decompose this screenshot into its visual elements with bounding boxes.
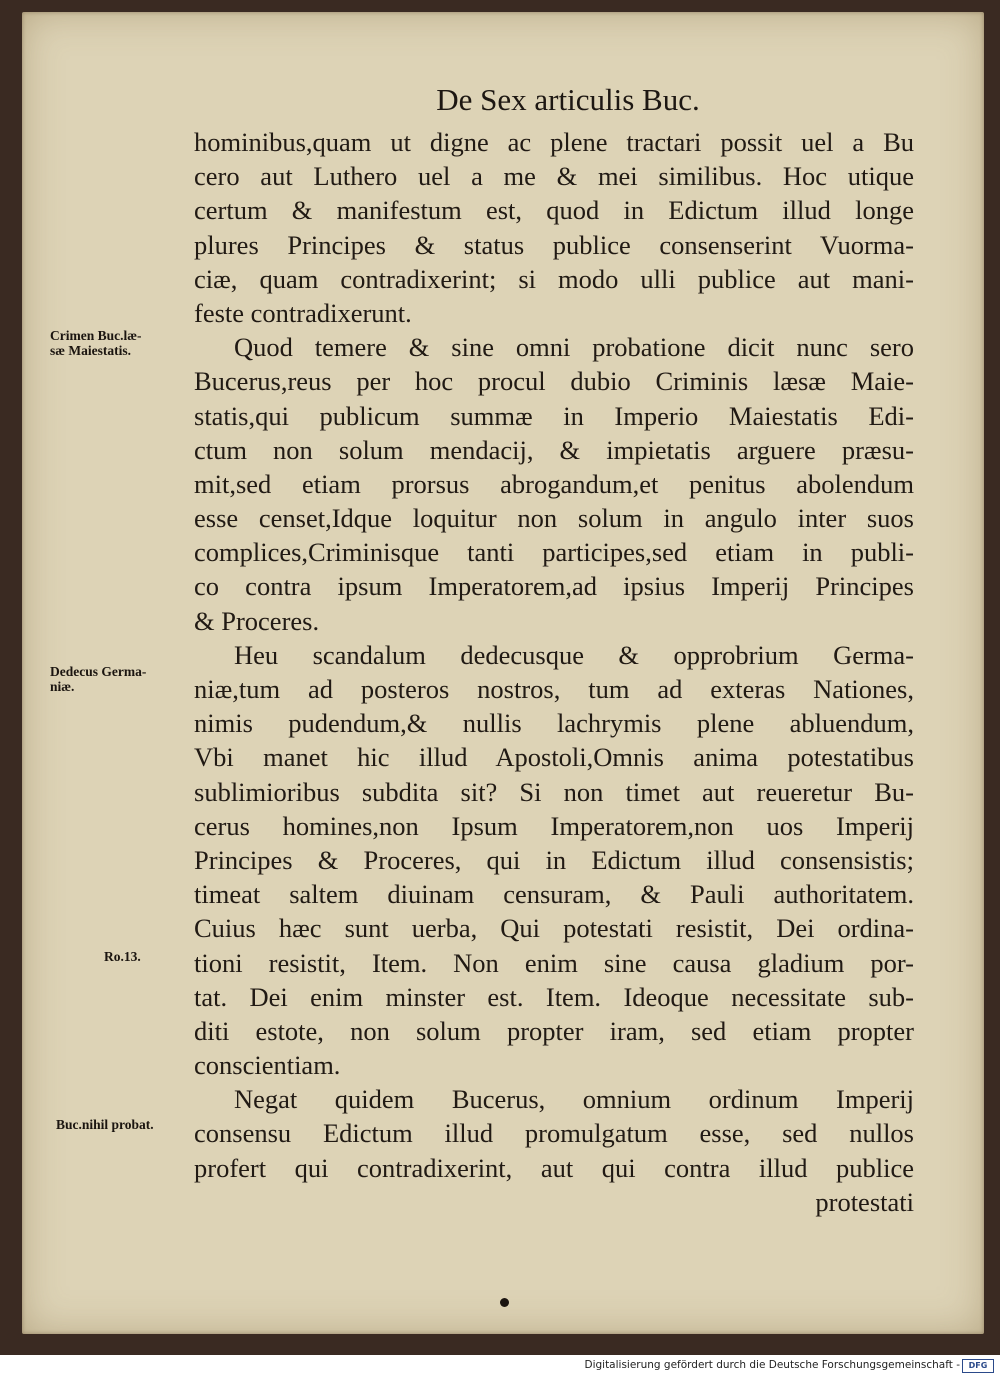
text-line: feste contradixerunt. bbox=[194, 297, 412, 328]
text-line: tat. Dei enim minster est. Item. Ideoque necessitate sub- bbox=[194, 981, 914, 1012]
text-line: certum & manifestum est, quod in Edictum illud longe bbox=[194, 195, 914, 226]
text-line: Heu scandalum dedecusque & opprobrium Germa- bbox=[234, 639, 914, 670]
text-line: ciæ, quam contradixerint; si modo ulli publice aut mani- bbox=[194, 263, 914, 294]
margin-note-romans: Ro.13. bbox=[104, 949, 141, 964]
text-line: cero aut Luthero uel a me & mei similibus. Hoc utique bbox=[194, 161, 914, 192]
text-line: Principes & Proceres, qui in Edictum illud consensistis; bbox=[194, 844, 914, 875]
text-line: cerus homines,non Ipsum Imperatorem,non uos Imperij bbox=[194, 810, 914, 841]
text-line: timeat saltem diuinam censuram, & Pauli authoritatem. bbox=[194, 879, 914, 910]
text-line: plures Principes & status publice consenserint Vuorma- bbox=[194, 229, 914, 260]
text-line: mit,sed etiam prorsus abrogandum,et penitus abolendum bbox=[194, 468, 914, 499]
page bbox=[22, 12, 984, 1334]
text-line: co contra ipsum Imperatorem,ad ipsius Imperij Principes bbox=[194, 571, 914, 602]
ink-dot bbox=[500, 1298, 509, 1307]
text-line: ctum non solum mendacij, & impietatis arguere præsu- bbox=[194, 434, 914, 465]
running-title: De Sex articulis Buc. bbox=[436, 82, 700, 117]
text-line: hominibus,quam ut digne ac plene tractari possit uel a Bu bbox=[194, 127, 914, 157]
text-line: Bucerus,reus per hoc procul dubio Criminis læsæ Maie- bbox=[194, 366, 914, 397]
margin-note-dedecus: Dedecus Germa- niæ. bbox=[50, 664, 147, 694]
text-line: Cuius hæc sunt uerba, Qui potestati resistit, Dei ordina- bbox=[194, 913, 914, 944]
footer-bar bbox=[0, 1357, 1000, 1375]
text-line: conscientiam. bbox=[194, 1050, 341, 1081]
text-line: consensu Edictum illud promulgatum esse, sed nullos bbox=[194, 1118, 914, 1149]
text-line: Vbi manet hic illud Apostoli,Omnis anima potestatibus bbox=[194, 742, 914, 773]
text-line: diti estote, non solum propter iram, sed etiam propter bbox=[194, 1015, 914, 1046]
text-line: esse censet,Idque loquitur non solum in angulo inter suos bbox=[194, 503, 914, 534]
text-line: & Proceres. bbox=[194, 605, 320, 636]
text-line: sublimioribus subdita sit? Si non timet aut reueretur Bu- bbox=[194, 776, 914, 807]
text-line: Negat quidem Bucerus, omnium ordinum Imperij bbox=[234, 1084, 914, 1115]
text-line: statis,qui publicum summæ in Imperio Maiestatis Edi- bbox=[194, 400, 914, 431]
dfg-logo: DFG bbox=[962, 1359, 994, 1373]
margin-note-crimen: Crimen Buc.læ- sæ Maiestatis. bbox=[50, 328, 142, 358]
text-line: Quod temere & sine omni probatione dicit nunc sero bbox=[234, 332, 914, 363]
catchword: protestati bbox=[815, 1186, 914, 1217]
body-text bbox=[194, 125, 914, 1219]
text-line: nimis pudendum,& nullis lachrymis plene abluendum, bbox=[194, 708, 914, 739]
text-line: complices,Criminisque tanti participes,sed etiam in publi- bbox=[194, 537, 914, 568]
footer-credit: Digitalisierung gefördert durch die Deutsche Forschungsgemeinschaft - bbox=[584, 1359, 960, 1371]
text-line: profert qui contradixerint, aut qui contra illud publice bbox=[194, 1152, 914, 1183]
text-line: niæ,tum ad posteros nostros, tum ad exteras Nationes, bbox=[194, 674, 914, 704]
text-line: tioni resistit, Item. Non enim sine causa gladium por- bbox=[194, 947, 914, 978]
margin-note-nihil: Buc.nihil probat. bbox=[56, 1117, 154, 1132]
